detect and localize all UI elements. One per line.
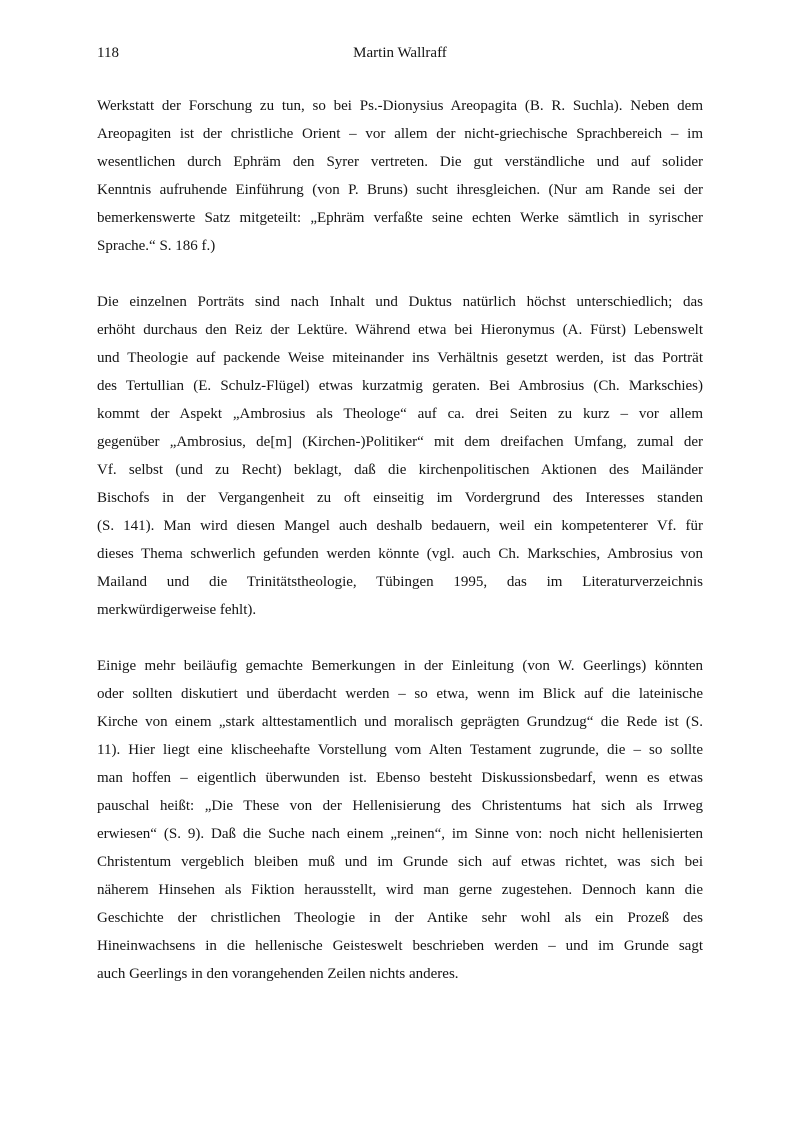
- text-line: des Tertullian (E. Schulz-Flügel) etwas kurzatmig geraten. Bei Ambrosius (Ch. Markschies): [97, 378, 703, 394]
- text-line: (S. 141). Man wird diesen Mangel auch deshalb bedauern, weil ein kompetenterer Vf. für: [97, 518, 703, 534]
- text-line: merkwürdigerweise fehlt).: [97, 602, 257, 618]
- text-line: auch Geerlings in den vorangehenden Zeilen nichts anderes.: [97, 966, 459, 982]
- text-line: man hoffen – eigentlich überwunden ist. Ebenso besteht Diskussionsbedarf, wenn es etwas: [97, 770, 703, 786]
- text-line: Vf. selbst (und zu Recht) beklagt, daß die kirchenpolitischen Aktionen des Mailänder: [97, 462, 703, 478]
- text-line: bemerkenswerte Satz mitgeteilt: „Ephräm verfaßte seine echten Werke sämtlich in syrischer: [97, 210, 703, 226]
- text-line: gegenüber „Ambrosius, de[m] (Kirchen-)Politiker“ mit dem dreifachen Umfang, zumal der: [97, 434, 703, 450]
- text-line: oder sollten diskutiert und überdacht werden – so etwa, wenn im Blick auf die lateinische: [97, 686, 703, 702]
- text-line: Einige mehr beiläufig gemachte Bemerkungen in der Einleitung (von W. Geerlings) könnten: [97, 658, 703, 674]
- text-line: 11). Hier liegt eine klischeehafte Vorstellung vom Alten Testament zugrunde, die – so sollte: [97, 742, 703, 758]
- page-header: [97, 39, 703, 67]
- paragraph-2: [97, 288, 703, 624]
- text-line: und Theologie auf packende Weise miteinander ins Verhältnis gesetzt werden, ist das Porträt: [97, 350, 703, 366]
- text-line: Kenntnis aufruhende Einführung (von P. Bruns) sucht ihresgleichen. (Nur am Rande sei der: [97, 182, 703, 198]
- text-line: pauschal heißt: „Die These von der Hellenisierung des Christentums hat sich als Irrweg: [97, 798, 703, 814]
- text-line: Geschichte der christlichen Theologie in der Antike sehr wohl als ein Prozeß des: [97, 910, 703, 926]
- text-line: näherem Hinsehen als Fiktion herausstellt, wird man gerne zugestehen. Dennoch kann die: [97, 882, 703, 898]
- text-line: dieses Thema schwerlich gefunden werden könnte (vgl. auch Ch. Markschies, Ambrosius von: [97, 546, 703, 562]
- text-line: Christentum vergeblich bleiben muß und im Grunde sich auf etwas richtet, was sich bei: [97, 854, 703, 870]
- text-line: Areopagiten ist der christliche Orient – vor allem der nicht-griechische Sprachbereich – im: [97, 126, 703, 142]
- paragraph-1: [97, 92, 703, 260]
- text-line: Die einzelnen Porträts sind nach Inhalt und Duktus natürlich höchst unterschiedlich; das: [97, 294, 703, 310]
- text-line: Mailand und die Trinitätstheologie, Tübingen 1995, das im Literaturverzeichnis: [97, 574, 703, 590]
- running-title: Martin Wallraff: [353, 45, 447, 61]
- text-line: Bischofs in der Vergangenheit zu oft einseitig im Vordergrund des Interesses standen: [97, 490, 703, 506]
- page-number: 118: [97, 45, 119, 61]
- text-line: erhöht durchaus den Reiz der Lektüre. Während etwa bei Hieronymus (A. Fürst) Lebenswelt: [97, 322, 703, 338]
- text-line: kommt der Aspekt „Ambrosius als Theologe“ auf ca. drei Seiten zu kurz – vor allem: [97, 406, 703, 422]
- text-column: [97, 39, 703, 988]
- text-line: Sprache.“ S. 186 f.): [97, 238, 216, 254]
- paragraph-3: [97, 652, 703, 988]
- text-line: Hineinwachsens in die hellenische Geisteswelt beschrieben werden – und im Grunde sagt: [97, 938, 703, 954]
- text-line: Werkstatt der Forschung zu tun, so bei Ps.-Dionysius Areopagita (B. R. Suchla). Neben dem: [97, 98, 703, 114]
- text-line: erwiesen“ (S. 9). Daß die Suche nach einem „reinen“, im Sinne von: noch nicht hellenisierten: [97, 826, 703, 842]
- text-line: Kirche von einem „stark alttestamentlich und moralisch geprägten Grundzug“ die Rede ist (S.: [97, 714, 703, 730]
- text-line: wesentlichen durch Ephräm den Syrer vertreten. Die gut verständliche und auf solider: [97, 154, 703, 170]
